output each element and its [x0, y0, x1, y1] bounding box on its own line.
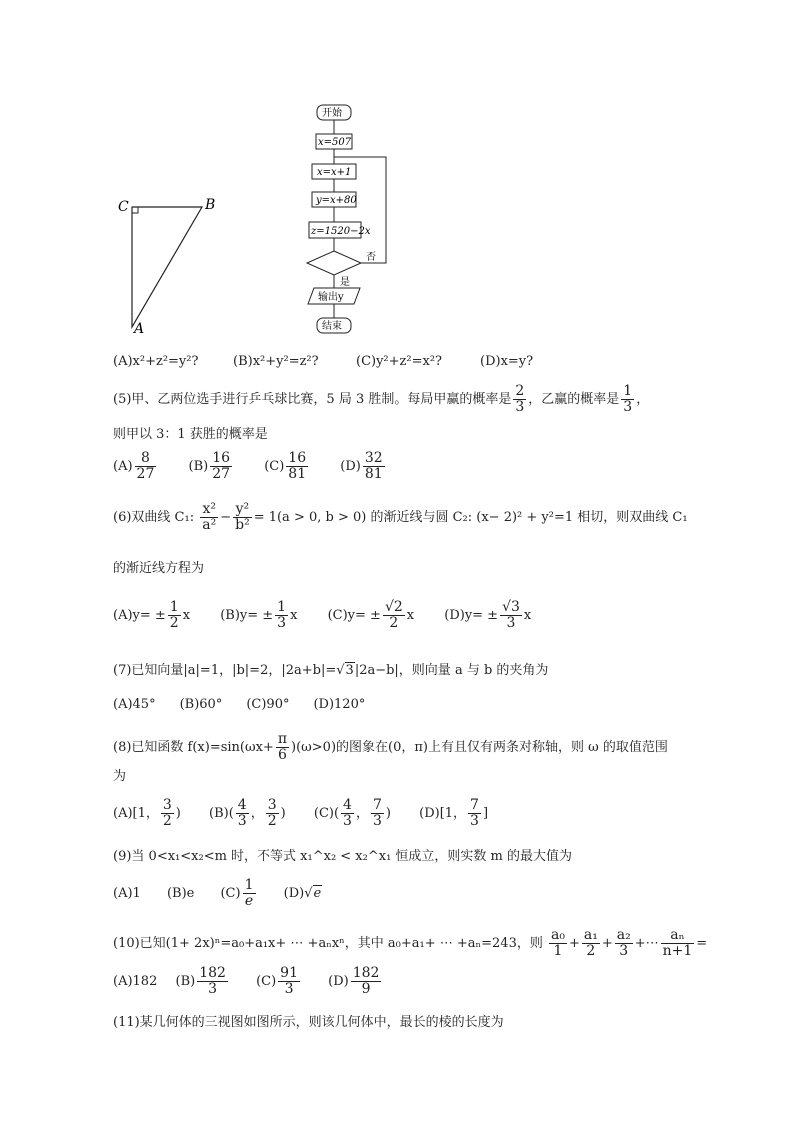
q7-options: (A)45° (B)60° (C)90° (D)120°	[113, 697, 366, 712]
flow-end: 结束	[322, 321, 342, 332]
q5-question-line2: 则甲以 3：1 获胜的概率是	[113, 427, 268, 442]
flow-output: 输出y	[318, 292, 344, 303]
q5-question: (5)甲、乙两位选手进行乒乓球比赛，5 局 3 胜制。每局甲赢的概率是 $\frac{2}{3}$ ，乙赢的概率是 $\frac{1}{3}$ ，	[113, 383, 650, 415]
q5-options: (A) $\frac{8}{27}$ (B) $\frac{16}{27}$ (C) $\frac{16}{81}$ (D) $\frac{32}{81}$	[113, 450, 383, 482]
q4-option-d: (D)x=y?	[480, 354, 534, 369]
q6-options: (A)y= ± $\frac{1}{2}$ x (B)y= ± $\frac{1}{3}$ x (C)y= ± $\frac{√2}{2}$ x (D)y= ± $\frac{√3}{3}$ x	[113, 599, 532, 631]
flow-start: 开始	[322, 108, 342, 119]
q9-question: (9)当 0<x₁<x₂<m 时，不等式 x₁^x₂ < x₂^x₁ 恒成立，则实数 m 的最大值为	[113, 849, 573, 864]
flowchart	[300, 100, 400, 340]
triangle-figure	[112, 190, 232, 340]
q10-question: (10)已知(1+ 2x)ⁿ=a₀+a₁x+ ⋯ +aₙxⁿ，其中 a₀+a₁+ ⋯ +aₙ=243，则 $\frac{\text{a₀}}{1}$ + $\frac{\text{a₁}}{2}$ + $\frac{\text{a₂}}{3}$ +⋯ $\frac{\text{aₙ}}{n+1}$ =	[113, 927, 708, 959]
q4-option-c: (C)y²+z²=x²?	[356, 354, 443, 369]
vertex-a: A	[134, 321, 145, 337]
flow-yes: 是	[340, 277, 350, 288]
q8-question: (8)已知函数 f(x)=sin(ωx+ $\frac{\pi}{6}$ )(ω>0)的图象在(0，π)上有且仅有两条对称轴，则 ω 的取值范围	[113, 731, 668, 763]
q8-question-line2: 为	[113, 769, 127, 784]
flow-step3: z=1520−2x	[311, 226, 371, 237]
flow-step1: x=x+1	[317, 167, 352, 178]
flow-step2: y=x+80	[316, 195, 357, 206]
flow-no: 否	[366, 252, 376, 263]
vertex-c: C	[118, 199, 129, 215]
q7-question: (7)已知向量|a|=1，|b|=2，|2a+b|=√3|2a−b|，则向量 a 与 b 的夹角为	[113, 663, 549, 678]
q6-question-line2: 的渐近线方程为	[113, 561, 205, 576]
flow-init: x=507	[318, 137, 352, 148]
q10-options: (A)182 (B) $\frac{182}{3}$ (C) $\frac{91}{3}$ (D) $\frac{182}{9}$	[113, 965, 380, 997]
q4-option-b: (B)x²+y²=z²?	[233, 354, 319, 369]
q11-question: (11)某几何体的三视图如图所示，则该几何体中，最长的棱的长度为	[113, 1015, 504, 1030]
q6-question: (6)双曲线 C₁: $\frac{\text{x²}}{\text{a²}}$ − $\frac{\text{y²}}{\text{b²}}$ = 1(a > 0, b > 0) 的渐近线与圆 C₂: (x− 2)² + y²=1 相切，则双曲线 C₁	[113, 501, 688, 533]
q4-option-a: (A)x²+z²=y²?	[113, 354, 199, 369]
q8-options: (A)[1， $\frac{3}{2}$ ) (B)( $\frac{4}{3}$ ， $\frac{3}{2}$ ) (C)( $\frac{4}{3}$ ， $\frac{7}{3}$ ) (D)[1， $\frac{7}{3}$ ]	[113, 797, 489, 829]
vertex-b: B	[205, 197, 216, 213]
q9-options: (A)1 (B)e (C) $\frac{1}{e}$ (D)√e	[113, 877, 322, 909]
